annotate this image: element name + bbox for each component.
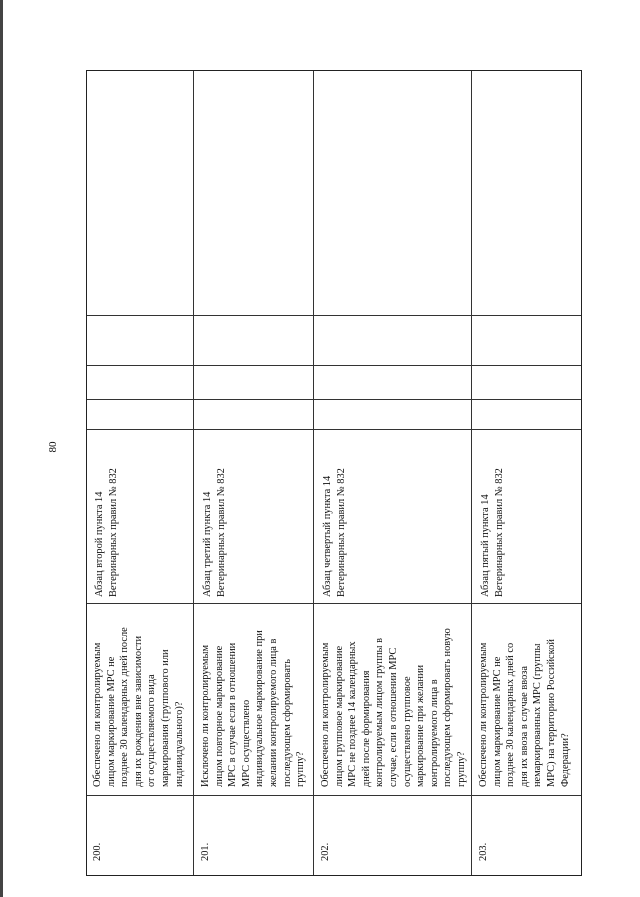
reference-cell: Абзац третий пункта 14 Ветеринарных правил № 832 — [202, 468, 227, 597]
question-cell: Обеспечено ли контролируемым лицом групповое маркирование МРС не позднее 14 календарных дней после формирования контролируемым лицом группы в случае, если в отношении МРС осуществлено групповое маркирование при желании контролируемого лица в последующем сформировать новую группу? — [320, 628, 467, 787]
reference-cell: Абзац четвертый пункта 14 Ветеринарных правил № 832 — [322, 468, 347, 597]
page-number: 80 — [47, 441, 59, 453]
col-divider-reference — [87, 429, 581, 430]
row-divider-3 — [471, 71, 472, 875]
col-divider-yes — [87, 399, 581, 400]
row-divider-1 — [193, 71, 194, 875]
question-cell: Обеспечено ли контролируемым лицом маркирование МРС не позднее 30 календарных дней со дня их ввоза в случае ввоза немаркированных МРС (группы МРС) на территорию Российской Федерации? — [478, 639, 571, 787]
row-number: 200. — [92, 842, 103, 861]
reference-cell: Абзац второй пункта 14 Ветеринарных правил № 832 — [94, 468, 119, 597]
question-cell: Исключено ли контролируемым лицом повторное маркирование МРС в случае если в отношении МРС осуществлено индивидуальное маркирование при желании контролируемого лица в последующем сформировать группу? — [200, 630, 307, 787]
col-divider-question — [87, 603, 581, 604]
checklist-table — [86, 70, 582, 876]
row-number: 202. — [320, 842, 331, 861]
col-divider-na — [87, 315, 581, 316]
row-number: 201. — [200, 842, 211, 861]
scan-edge — [0, 0, 3, 897]
row-divider-2 — [313, 71, 314, 875]
reference-cell: Абзац пятый пункта 14 Ветеринарных правил № 832 — [480, 468, 505, 597]
col-divider-num — [87, 795, 581, 796]
question-cell: Обеспечено ли контролируемым лицом маркирование МРС не позднее 30 календарных дней после дня их рождения вне зависимости от осуществляемого вида маркирования (группового или индивидуального)? — [92, 627, 185, 787]
col-divider-no — [87, 365, 581, 366]
row-number: 203. — [478, 842, 489, 861]
